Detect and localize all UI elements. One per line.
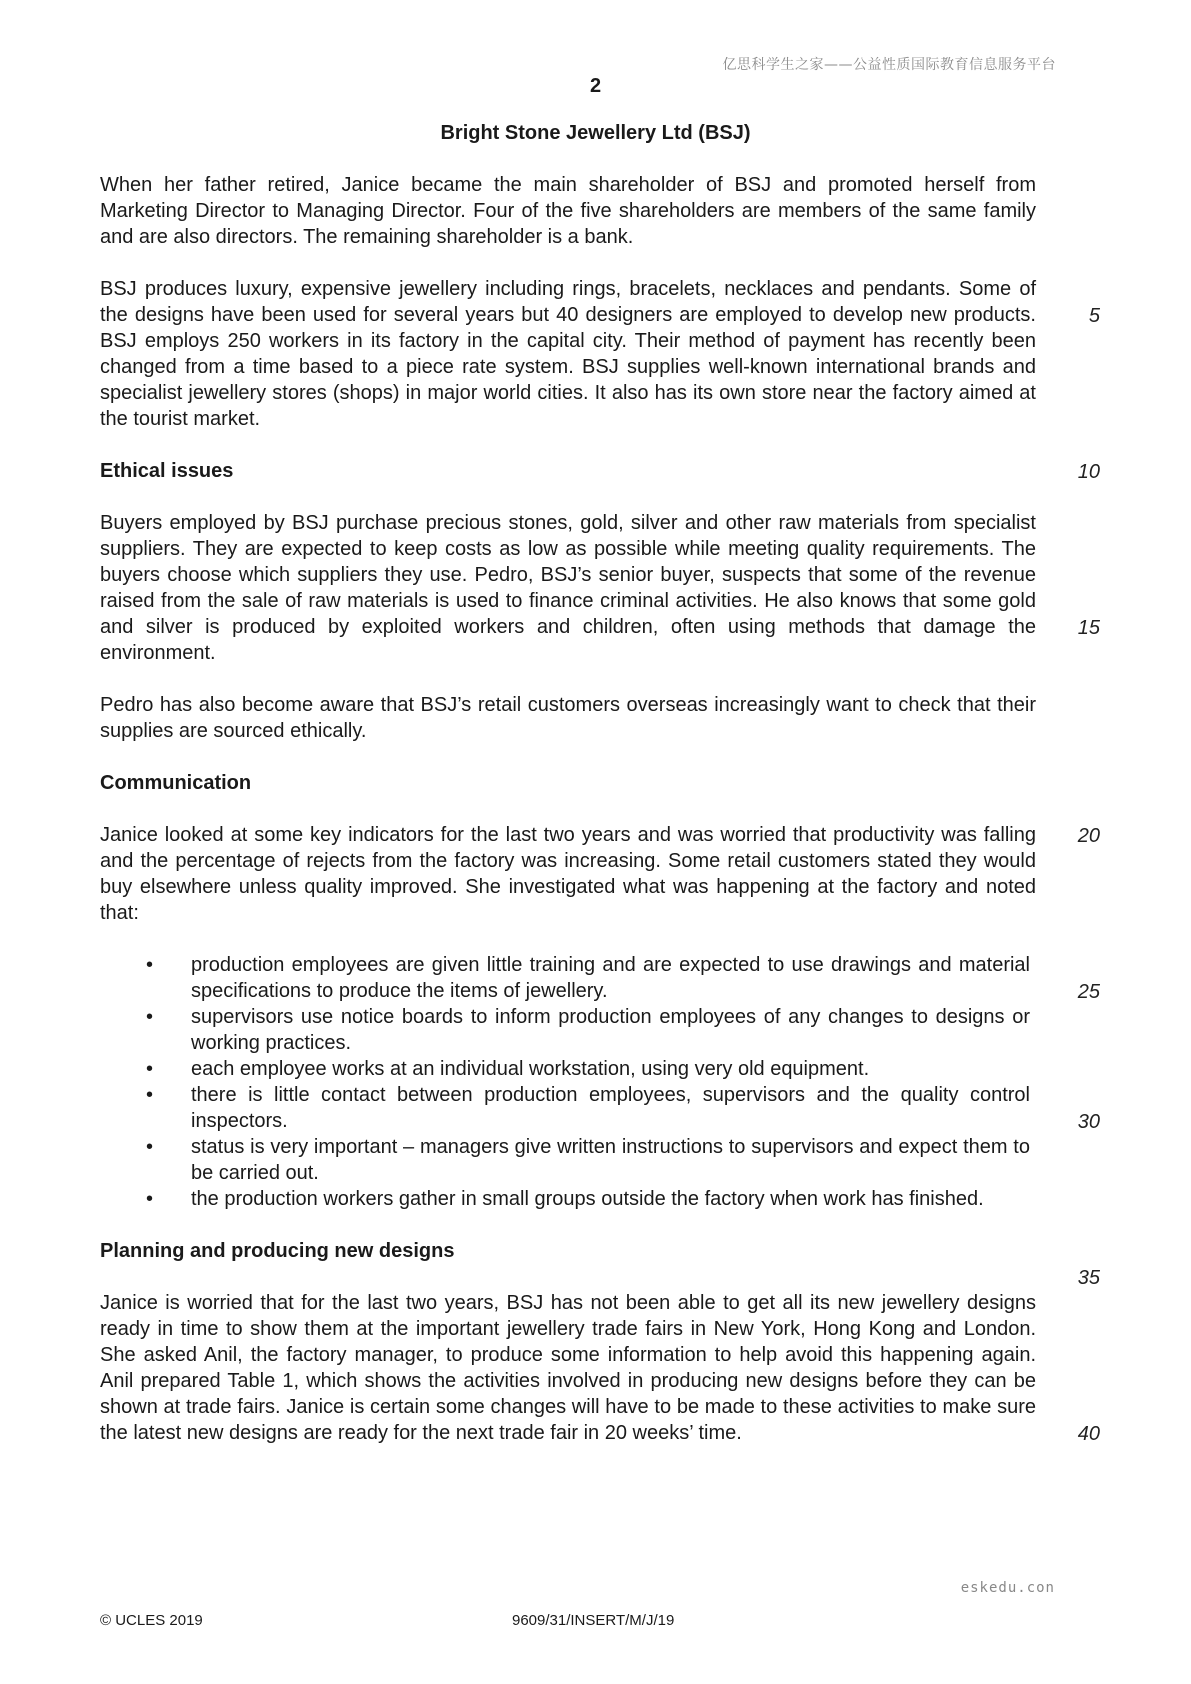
list-item-text: status is very important – managers give written instructions to supervisors and expect them to be carried out.	[191, 1136, 1030, 1184]
bullet-icon: •	[146, 1006, 154, 1028]
paragraph-trade-fairs: Janice is worried that for the last two years, BSJ has not been able to get all its new jewellery designs ready in time to show them at the important jewellery trade fairs in New York, Hong Kong and London. She asked Anil, the factory manager, to produce some information to help avoid this happening again. Anil prepared Table 1, which shows the activities involved in producing new designs before they can be shown at trade fairs. Janice is certain some changes will have to be made to these activities to make sure the latest new designs are ready for the next trade fair in 20 weeks’ time.	[100, 1292, 1036, 1444]
bottom-watermark: eskedu.con	[960, 1580, 1055, 1596]
list-item	[100, 1004, 1036, 1056]
line-number: 35	[1077, 1267, 1100, 1289]
paragraph-intro: When her father retired, Janice became the main shareholder of BSJ and promoted herself from Marketing Director to Managing Director. Four of the five shareholders are members of the same family and are also directors. The remaining shareholder is a bank.	[100, 174, 1036, 248]
bullet-icon: •	[146, 1188, 154, 1210]
bullet-icon: •	[146, 1058, 154, 1080]
list-item-text: each employee works at an individual workstation, using very old equipment.	[191, 1058, 870, 1080]
bullet-icon: •	[146, 1136, 154, 1158]
list-item-text: the production workers gather in small groups outside the factory when work has finished.	[191, 1188, 984, 1210]
paragraph-pedro: Pedro has also become aware that BSJ’s retail customers overseas increasingly want to check that their supplies are sourced ethically.	[100, 694, 1036, 742]
page-number: 2	[589, 75, 602, 97]
bullet-icon: •	[146, 954, 154, 976]
list-item	[100, 952, 1036, 1004]
paragraph-products: BSJ produces luxury, expensive jewellery including rings, bracelets, necklaces and pendants. Some of the designs have been used for several years but 40 designers are employed to develop new products. BSJ employs 250 workers in its factory in the capital city. Their method of payment has recently been changed from a time based to a piece rate system. BSJ supplies well-known international brands and specialist jewellery stores (shops) in major world cities. It also has its own store near the factory aimed at the tourist market.	[100, 278, 1036, 430]
list-item	[100, 1134, 1036, 1186]
heading-communication: Communication	[100, 772, 252, 794]
list-item	[100, 1056, 1036, 1082]
line-number: 25	[1077, 981, 1100, 1003]
line-number: 10	[1077, 461, 1100, 483]
list-item-text: there is little contact between production employees, supervisors and the quality control inspectors.	[191, 1084, 1030, 1132]
line-number: 30	[1077, 1111, 1100, 1133]
paragraph-buyers: Buyers employed by BSJ purchase precious stones, gold, silver and other raw materials from specialist suppliers. They are expected to keep costs as low as possible while meeting quality requirements. The buyers choose which suppliers they use. Pedro, BSJ’s senior buyer, suspects that some of the revenue raised from the sale of raw materials is used to finance criminal activities. He also knows that some gold and silver is produced by exploited workers and children, often using methods that damage the environment.	[100, 512, 1036, 664]
list-item-text: supervisors use notice boards to inform production employees of any changes to designs or working practices.	[191, 1006, 1030, 1054]
line-number: 20	[1077, 825, 1100, 847]
list-item	[100, 1082, 1036, 1134]
list-item-text: production employees are given little training and are expected to use drawings and material specifications to produce the items of jewellery.	[191, 954, 1030, 1002]
document-title: Bright Stone Jewellery Ltd (BSJ)	[440, 122, 751, 144]
footer-copyright: © UCLES 2019	[100, 1612, 203, 1629]
line-number: 40	[1077, 1423, 1100, 1445]
document-body	[100, 172, 1036, 1472]
bullet-icon: •	[146, 1084, 154, 1106]
top-watermark: 亿思科学生之家——公益性质国际教育信息服务平台	[722, 57, 1056, 73]
heading-planning: Planning and producing new designs	[100, 1240, 455, 1262]
paragraph-indicators: Janice looked at some key indicators for the last two years and was worried that productivity was falling and the percentage of rejects from the factory was increasing. Some retail customers stated they would buy elsewhere unless quality improved. She investigated what was happening at the factory and noted that:	[100, 824, 1036, 924]
line-number: 5	[1088, 305, 1100, 327]
heading-ethical-issues: Ethical issues	[100, 460, 234, 482]
line-number: 15	[1077, 617, 1100, 639]
list-item	[100, 1186, 1036, 1212]
footer-paper-code: 9609/31/INSERT/M/J/19	[512, 1612, 675, 1629]
factory-notes-list	[100, 952, 1036, 1212]
